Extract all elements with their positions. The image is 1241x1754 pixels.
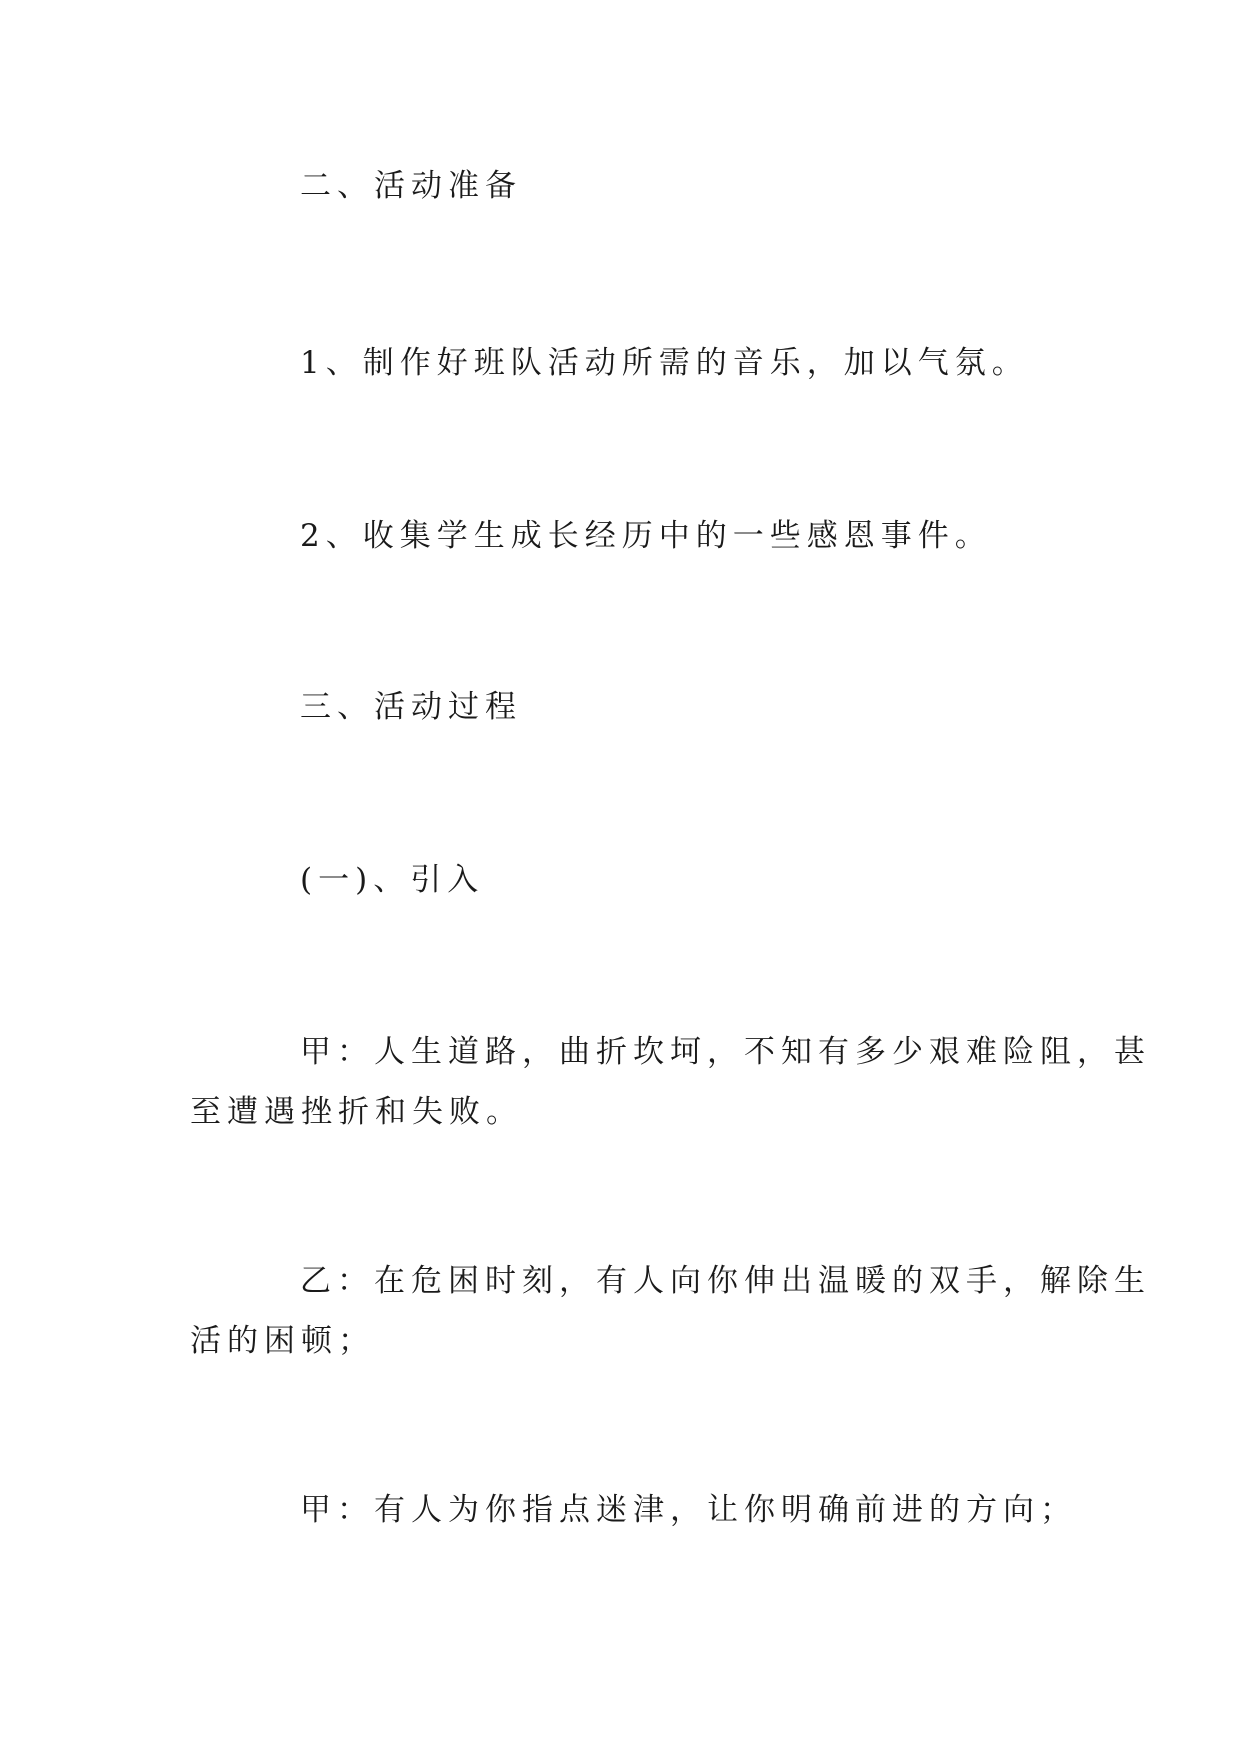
dialogue-line: 活的困顿； bbox=[190, 1323, 375, 1359]
subsection-heading-intro: (一)、引入 bbox=[300, 862, 485, 898]
dialogue-line: 至遭遇挫折和失败。 bbox=[190, 1094, 523, 1130]
dialogue-line: 甲：有人为你指点迷津，让你明确前进的方向； bbox=[300, 1492, 1077, 1528]
dialogue-line: 甲：人生道路，曲折坎坷，不知有多少艰难险阻，甚 bbox=[300, 1034, 1151, 1070]
prep-list-item-2: 2、收集学生成长经历中的一些感恩事件。 bbox=[300, 518, 992, 554]
section-heading-process: 三、活动过程 bbox=[300, 689, 522, 725]
section-heading-preparation: 二、活动准备 bbox=[300, 168, 522, 204]
dialogue-line: 乙：在危困时刻，有人向你伸出温暖的双手，解除生 bbox=[300, 1263, 1151, 1299]
prep-list-item-1: 1、制作好班队活动所需的音乐，加以气氛。 bbox=[300, 345, 1029, 381]
